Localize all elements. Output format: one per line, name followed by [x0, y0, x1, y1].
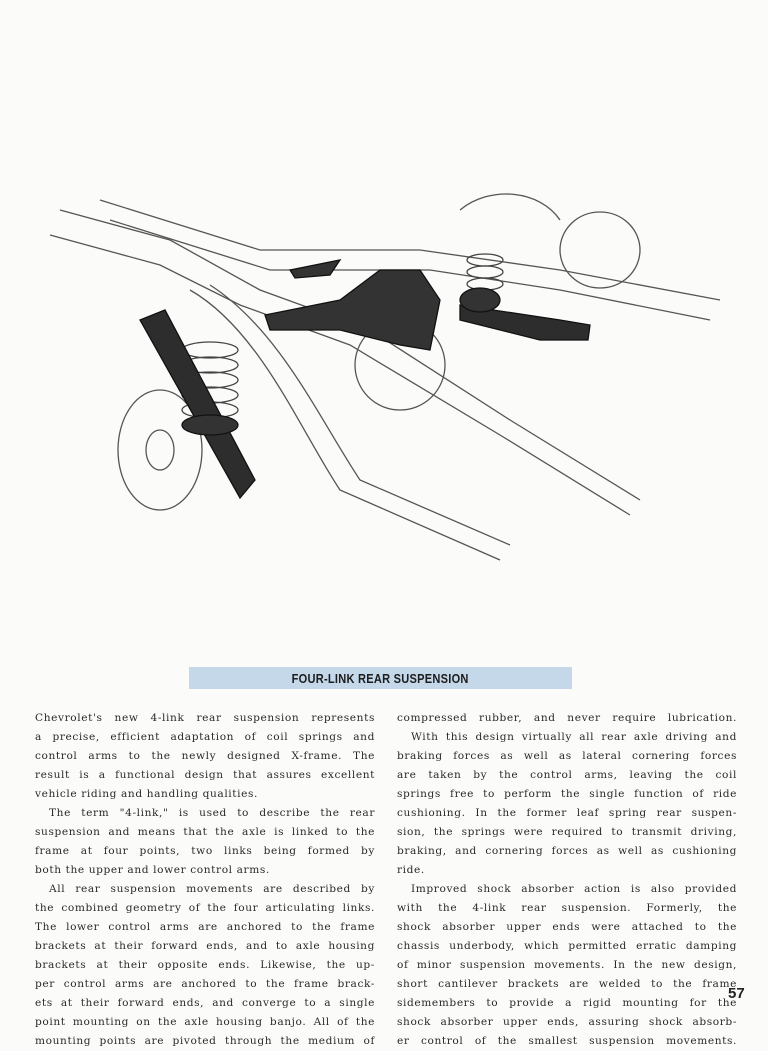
text-line: The term "4-link," is used to describe the rear	[49, 807, 375, 819]
text-line: both the upper and lower control arms.	[35, 864, 270, 876]
text-line: are taken by the control arms, leaving the coil	[397, 769, 737, 781]
text-line: sion, the springs were required to transmit driving,	[397, 826, 737, 838]
text-line: frame at four points, two links being formed by	[35, 845, 375, 857]
text-line: a precise, efficient adaptation of coil springs and	[35, 731, 375, 743]
rear-suspension-illustration	[40, 180, 740, 580]
text-line: chassis underbody, which permitted erratic damping	[397, 940, 737, 952]
text-line: cushioning. In the former leaf spring rear suspen-	[397, 807, 737, 819]
text-line: the combined geometry of the four articulating links.	[35, 902, 375, 914]
text-line: per control arms are anchored to the frame brack-	[35, 978, 375, 990]
text-line: point mounting on the axle housing banjo. All of the	[35, 1016, 375, 1028]
text-line: result is a functional design that assures excellent	[35, 769, 375, 781]
text-line: control arms to the newly designed X-frame. The	[35, 750, 375, 762]
text-line: mounting points are pivoted through the medium of	[35, 1035, 375, 1047]
text-line: brackets at their opposite ends. Likewise, the up-	[35, 959, 375, 971]
text-line: suspension and means that the axle is linked to the	[35, 826, 375, 838]
text-column-right	[397, 709, 737, 1051]
text-line: with the 4-link rear suspension. Formerly, the	[397, 902, 737, 914]
text-line: The lower control arms are anchored to the frame	[35, 921, 375, 933]
text-line: With this design virtually all rear axle driving and	[411, 731, 737, 743]
text-column-left	[35, 709, 375, 1051]
text-line: sidemembers to provide a rigid mounting for the	[397, 997, 737, 1009]
text-line: springs free to perform the single function of ride	[397, 788, 737, 800]
text-line: of minor suspension movements. In the new design,	[397, 959, 737, 971]
text-line: All rear suspension movements are described by	[49, 883, 375, 895]
text-line: Improved shock absorber action is also provided	[411, 883, 737, 895]
text-line: brackets at their forward ends, and to axle housing	[35, 940, 375, 952]
text-line: shock absorber upper ends, assuring shock absorb-	[397, 1016, 737, 1028]
figure-caption-bar	[189, 667, 572, 689]
text-line: short cantilever brackets are welded to the frame	[397, 978, 737, 990]
text-line: ride.	[397, 864, 425, 876]
text-line: vehicle riding and handling qualities.	[35, 788, 259, 800]
text-line: compressed rubber, and never require lubrication.	[397, 712, 737, 724]
text-line: braking, and cornering forces as well as cushioning	[397, 845, 737, 857]
text-line: shock absorber upper ends were attached to the	[397, 921, 737, 933]
text-line: er control of the smallest suspension movements.	[397, 1035, 737, 1047]
figure-caption: FOUR-LINK REAR SUSPENSION	[291, 670, 470, 686]
text-line: Chevrolet's new 4-link rear suspension represents	[35, 712, 375, 724]
text-line: braking forces as well as lateral cornering forces	[397, 750, 737, 762]
page-number: 57	[728, 985, 745, 1002]
text-line: ets at their forward ends, and converge to a single	[35, 997, 375, 1009]
